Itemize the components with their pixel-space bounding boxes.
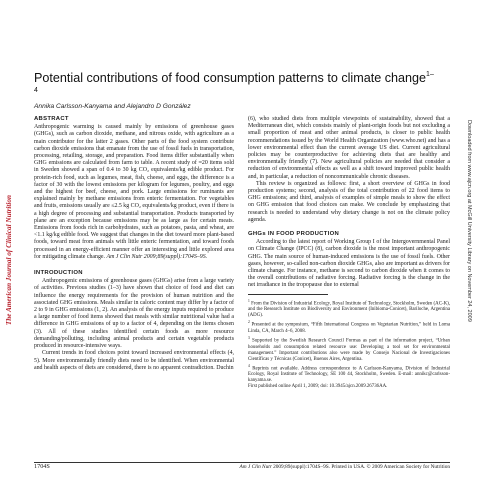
introduction-heading: INTRODUCTION [34,270,83,277]
abstract-citation: Am J Clin Nutr 2009;89(suppl):1704S–9S. [106,253,208,260]
footer-journal: Am J Clin Nutr [239,464,272,470]
author-list: Annika Carlsson-Kanyama and Alejandro D González [34,103,191,110]
footnote-1-text: From the Division of Industrial Ecology, Royal Institute of Technology, Stockholm, Sweden (AC-K), and the Research Institute on Biodiversity and Environment (Inibioma-Conicet), Bariloche, Argentina (ADG). [248,301,450,319]
footnote-1: $^1$ From the Division of Industrial Ecology, Royal Institute of Technology, Stockholm, Sweden (AC-K), and the Research Institute on Biodiversity and Environment (Inibioma-Conicet), Bariloche, Argentina (ADG). [248,298,450,319]
download-notice: Downloaded from www.ajcn.org at McGill University Library on November 24, 2009 [466,120,472,322]
title-footnote-marker: 1–4 [34,71,434,94]
abstract-text [34,124,234,261]
footnote-divider [248,294,328,295]
footnote-4-text: Reprints not available. Address correspondence to A Carlsson-Kanyama, Division of Industrial Ecology, Royal Institute of Technology, SE 100 44, Stockholm, Sweden. E-mail: annikc@carlsson-kanyama.se. [248,366,450,384]
footer-citation-details: 2009;89(suppl):1704S–9S. Printed in USA. © 2009 American Society for Nutrition [271,464,450,470]
footnote-3: $^3$ Supported by the Swedish Research Council Formas as part of the information project, “Urban households and consumption related resource use: Developing a tool set for environmental management.” Important contributions also were made by Consejo Nacional de Investigaciones Científicas y Técnicas (Conicet), Buenos Aires, Argentina. [248,335,450,362]
left-column [34,116,234,372]
page-number: 1704S [34,463,50,470]
title-text: Potential contributions of food consumption patterns to climate change [34,71,427,85]
footnote-5-text: First published online April 1, 2009; doi: 10.3945/ajcn.2009.26736AA. [248,384,388,390]
ghg-paragraph: According to the latest report of Working Group I of the Intergovernmental Panel on Climate Change (IPCC) (8), carbon dioxide is the most important anthropogenic GHG. The main source of human-induced emissions is the use of fossil fuels. Other gases, however, so-called non-carbon dioxide GHGs, also are important as drivers for climate change. For instance, methane is second to carbon dioxide when it comes to the overall contributions of radiative forcing. Radiative forcing is the change in the net irradiance in the tropopause due to external [248,239,450,289]
abstract-body: Anthropogenic warming is caused mainly by emissions of greenhouse gases (GHGs), such as carbon dioxide, methane, and nitrous oxide, with agriculture as a main contributor for the latter 2 gases. Other parts of the food system contribute carbon dioxide emissions that emanate from the use of fossil fuels in transportation, processing, retailing, storage, and preparation. Food items differ substantially when GHG emissions are calculated from farm to table. A recent study of ≈20 items sold in Sweden showed a span of 0.4 to 30 kg CO₂ equivalents/kg edible product. For protein-rich food, such as legumes, meat, fish, cheese, and eggs, the difference is a factor of 30 with the lowest emissions per kilogram for legumes, poultry, and eggs and the highest for beef, cheese, and pork. Large emissions for ruminants are explained mainly by methane emissions from enteric fermentation. For vegetables and fruits, emissions usually are ≤2.5 kg CO₂ equivalents/kg product, even if there is a high degree of processing and substantial transportation. Products transported by plane are an exception because emissions may be as large as for certain meats. Emissions from foods rich in carbohydrates, such as potatoes, pasta, and wheat, are <1.1 kg/kg edible food. We suggest that changes in the diet toward more plant-based foods, toward meat from animals with little enteric fermentation, and toward foods processed in an energy-efficient manner offer an interesting and little explored area for mitigating climate change. [34,124,234,260]
footnote-2-text: Presented at the symposium, “Fifth International Congress on Vegetarian Nutrition,” held in Loma Linda, CA, March 4–6, 2008. [248,322,450,334]
footnote-4: $^4$ Reprints not available. Address correspondence to A Carlsson-Kanyama, Division of Industrial Ecology, Royal Institute of Technology, SE 100 44, Stockholm, Sweden. E-mail: annikc@carlsson-kanyama.se. [248,363,450,384]
footnote-2: $^2$ Presented at the symposium, “Fifth International Congress on Vegetarian Nutrition,” held in Loma Linda, CA, March 4–6, 2008. [248,320,450,334]
right-paragraph-2: This review is organized as follows: first, a short overview of GHGs in food production systems; second, analysis of the total contribution of 22 food items to GHG emissions; and third, analysis of examples of simple meals to show the effect on GHG emission that food choices can make. We conclude by emphasizing that research is needed to understand why dietary change is not on the climate policy agenda. [248,180,450,223]
abstract-section [34,116,234,261]
abstract-heading: ABSTRACT [34,116,69,122]
introduction-paragraph-2: Current trends in food choices point toward increased environmental effects (4, 5). More environmentally friendly diets need to be identified. When environmental and health aspects of diets are considered, there is no apparent contradiction. Duchin [34,350,234,371]
introduction-paragraph-1: Anthropogenic emissions of greenhouse gases (GHGs) arise from a large variety of activities. Previous studies (1–3) have shown that choice of food and diet can influence the energy requirements for the provision of human nutrition and the associated GHG emissions. Meals similar in caloric content may differ by a factor of 2 to 9 in GHG emissions (1, 2). An analysis of the energy inputs required to produce a large number of food items showed that meals with similar nutritional value had a difference in GHG emissions of up to a factor of 4, depending on the items chosen (3). All of these studies identified certain foods as more resource demanding/polluting, including animal products and certain vegetable products produced in resource-intensive ways. [34,278,234,350]
footnote-3-text: Supported by the Swedish Research Council Formas as part of the information project, “Urban households and consumption related resource use: Developing a tool set for environmental management.” Important contributions also were made by Consejo Nacional de Investigaciones Científicas y Técnicas (Conicet), Buenos Aires, Argentina. [248,338,450,362]
right-column [248,116,450,390]
footnote-5 [248,384,450,390]
article-title [34,70,434,102]
journal-side-label: The American Journal of Clinical Nutrition [5,195,13,326]
right-paragraph-1: (6), who studied diets from multiple viewpoints of sustainability, showed that a Mediterranean diet, which consists mainly of plant-origin foods but not excluding a small proportion of meat and other animal products, is closer to public health recommendations issued by the World Health Organization (www.who.net) and has a lower environmental effect than the current average US diet. Current agricultural policies may be counterproductive for achieving diets that are healthy and environmentally friendly (7). New agricultural policies are needed that consider a reduction of environmental effects as well as a shift toward improved public health and, in particular, a reduction of noncommunicable chronic diseases. [248,116,450,180]
footer-divider [34,462,450,463]
ghg-section-heading: GHGs IN FOOD PRODUCTION [248,231,340,238]
footer-citation [168,464,450,470]
